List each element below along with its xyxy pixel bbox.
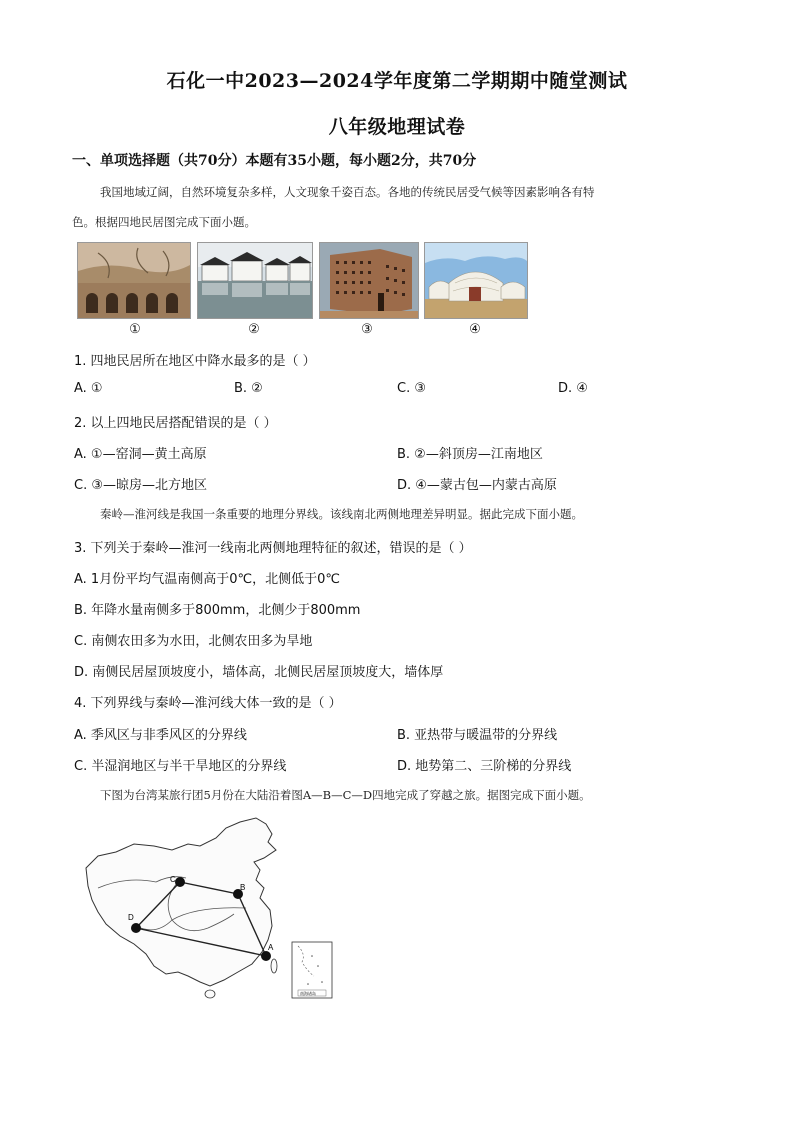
question-4-option-d[interactable]: D. 地势第二、三阶梯的分界线: [397, 759, 572, 774]
china-route-map: [76, 816, 338, 1006]
inset-label: 南海诸岛: [300, 991, 316, 996]
question-4-option-b[interactable]: B. 亚热带与暖温带的分界线: [397, 728, 558, 743]
question-2-option-d[interactable]: D. ④—蒙古包—内蒙古高原: [397, 478, 557, 493]
map-label-c: C: [170, 875, 176, 884]
intro-paragraph-2: 秦岭—淮河线是我国一条重要的地理分界线。该线南北两侧地理差异明显。据此完成下面小题。: [100, 507, 583, 521]
question-1-option-b[interactable]: B. ②: [234, 381, 263, 396]
question-4-option-a[interactable]: A. 季风区与非季风区的分界线: [74, 728, 247, 743]
map-label-b: B: [240, 883, 246, 892]
photo-caption-2: ②: [248, 322, 260, 337]
question-3-option-b[interactable]: B. 年降水量南侧多于800mm，北侧少于800mm: [74, 603, 361, 618]
map-point-d: [131, 923, 141, 933]
question-3-stem: 3. 下列关于秦岭—淮河一线南北两侧地理特征的叙述，错误的是（ ）: [74, 541, 472, 556]
intro-paragraph-1-line-2: 色。根据四地民居图完成下面小题。: [72, 215, 256, 229]
photo-caption-1: ①: [129, 322, 141, 337]
question-2-stem: 2. 以上四地民居搭配错误的是（ ）: [74, 416, 277, 431]
question-4-option-c[interactable]: C. 半湿润地区与半干旱地区的分界线: [74, 759, 287, 774]
intro-paragraph-1-line-1: 我国地域辽阔，自然环境复杂多样，人文现象千姿百态。各地的传统民居受气候等因素影响各有特: [100, 185, 595, 199]
intro-paragraph-3: 下图为台湾某旅行团5月份在大陆沿着图A—B—C—D四地完成了穿越之旅。据图完成下面小题。: [100, 788, 591, 802]
map-point-c: [175, 877, 185, 887]
question-2-option-a[interactable]: A. ①—窑洞—黄土高原: [74, 447, 207, 462]
map-label-a: A: [268, 943, 274, 952]
south-china-sea-inset: [292, 942, 332, 998]
photo-yurt: [424, 242, 528, 319]
question-4-stem: 4. 下列界线与秦岭—淮河线大体一致的是（ ）: [74, 696, 342, 711]
photo-jiangnan-house: [197, 242, 313, 319]
question-1-stem: 1. 四地民居所在地区中降水最多的是（ ）: [74, 354, 316, 369]
question-1-option-c[interactable]: C. ③: [397, 381, 426, 396]
question-3-option-c[interactable]: C. 南侧农田多为水田，北侧农田多为旱地: [74, 634, 313, 649]
question-2-option-b[interactable]: B. ②—斜顶房—江南地区: [397, 447, 543, 462]
map-point-a: [261, 951, 271, 961]
section-heading: 一、单项选择题（共70分）本题有35小题，每小题2分，共70分: [72, 153, 477, 169]
photo-caption-3: ③: [361, 322, 373, 337]
exam-title: 石化一中2023—2024学年度第二学期期中随堂测试: [166, 70, 628, 92]
exam-subtitle: 八年级地理试卷: [328, 116, 466, 138]
photo-yaodong: [77, 242, 191, 319]
question-1-option-d[interactable]: D. ④: [558, 381, 588, 396]
map-label-d: D: [128, 913, 134, 922]
photo-caption-4: ④: [469, 322, 481, 337]
photo-drying-house: [319, 242, 419, 319]
question-3-option-d[interactable]: D. 南侧民居屋顶坡度小，墙体高，北侧民居屋顶坡度大，墙体厚: [74, 665, 444, 680]
question-2-option-c[interactable]: C. ③—晾房—北方地区: [74, 478, 207, 493]
china-outline: [86, 818, 276, 986]
question-1-option-a[interactable]: A. ①: [74, 381, 103, 396]
question-3-option-a[interactable]: A. 1月份平均气温南侧高于0℃，北侧低于0℃: [74, 572, 340, 587]
